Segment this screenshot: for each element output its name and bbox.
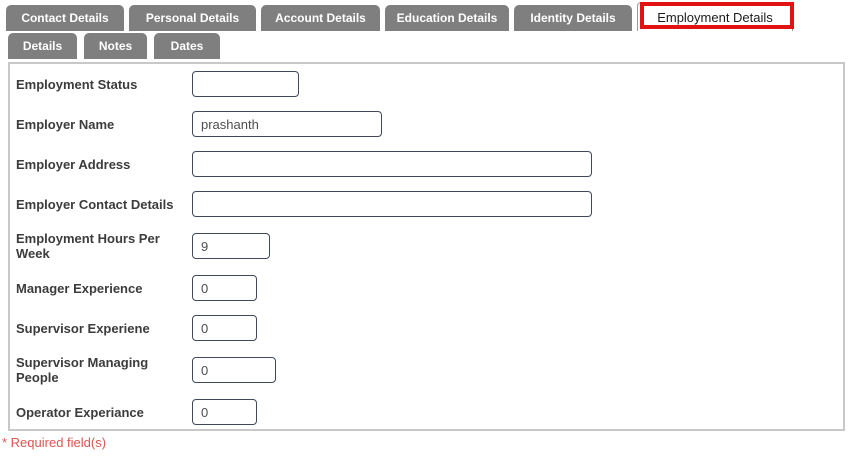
form-row-employer-address [16, 151, 843, 177]
subtab-dates[interactable]: Dates [154, 33, 220, 59]
main-tab-bar [6, 2, 854, 31]
manager-experience-label: Manager Experience [16, 280, 143, 296]
supervisor-managing-people-input[interactable] [192, 357, 276, 383]
required-note: * Required field(s) [2, 435, 107, 450]
supervisor-managing-people-label: Supervisor Managing People [16, 355, 149, 385]
operator-experience-label: Operator Experiance [16, 404, 144, 420]
tab-personal-details[interactable]: Personal Details [129, 5, 256, 31]
supervisor-experience-input[interactable] [192, 315, 257, 341]
employment-hours-per-week-input[interactable] [192, 233, 270, 259]
operator-experience-input[interactable] [192, 399, 257, 425]
employer-contact-details-label: Employer Contact Details [16, 196, 174, 212]
employment-status-label: Employment Status [16, 76, 138, 92]
manager-experience-input[interactable] [192, 275, 257, 301]
supervisor-experience-label: Supervisor Experiene [16, 320, 150, 336]
form-row-manager-experience [16, 275, 843, 301]
tab-identity-details[interactable]: Identity Details [514, 5, 632, 31]
tab-contact-details[interactable]: Contact Details [6, 5, 124, 31]
tab-account-details[interactable]: Account Details [261, 5, 380, 31]
sub-tab-bar [8, 33, 854, 59]
employer-address-label: Employer Address [16, 156, 131, 172]
employer-name-label: Employer Name [16, 116, 115, 132]
tab-employment-details-label: Employment Details [657, 9, 773, 25]
employer-name-input[interactable] [192, 111, 382, 137]
employer-address-input[interactable] [192, 151, 592, 177]
employment-status-input[interactable] [192, 71, 299, 97]
employment-hours-per-week-label: Employment Hours Per Week [16, 231, 160, 261]
form-row-operator-experience [16, 399, 843, 425]
form-row-employer-contact-details [16, 191, 843, 217]
form-panel [8, 62, 845, 431]
employer-contact-details-input[interactable] [192, 191, 592, 217]
form-row-supervisor-managing-people [16, 355, 843, 385]
tab-education-details[interactable]: Education Details [385, 5, 509, 31]
tab-employment-details[interactable] [637, 2, 793, 31]
employment-details-page [0, 2, 854, 456]
form-row-employer-name [16, 111, 843, 137]
subtab-details[interactable]: Details [8, 33, 77, 59]
form-row-employment-hours-per-week [16, 231, 843, 261]
subtab-notes[interactable]: Notes [84, 33, 147, 59]
form-row-employment-status [16, 71, 843, 97]
form-row-supervisor-experience [16, 315, 843, 341]
